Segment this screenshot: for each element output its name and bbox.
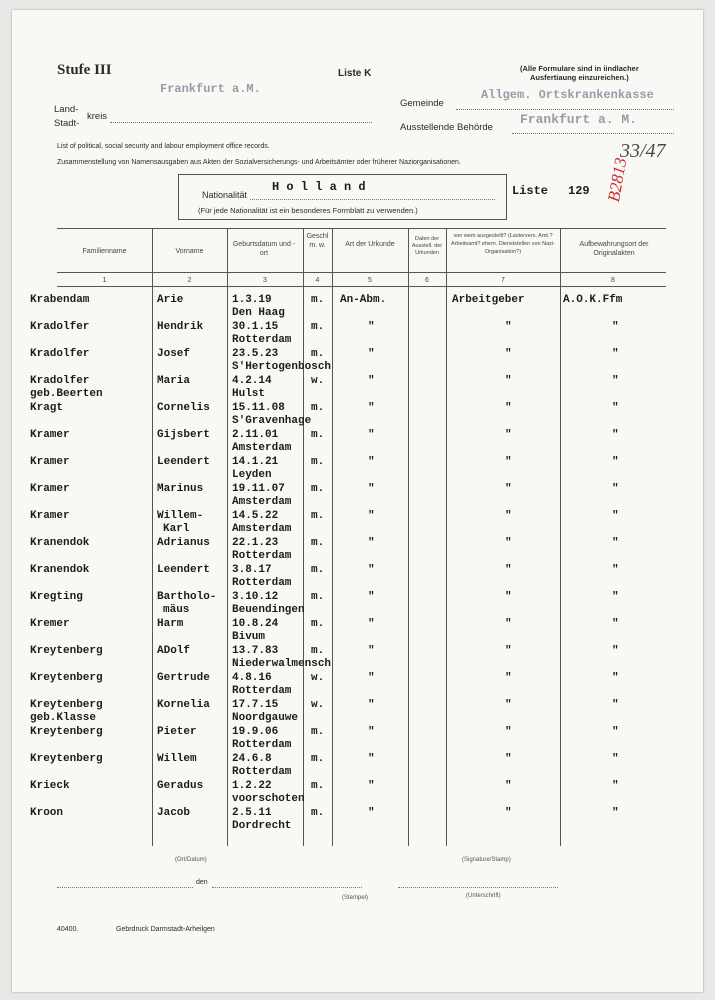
col-num-4: 4 — [315, 277, 320, 284]
archive-location: " — [612, 429, 619, 441]
sex: m. — [311, 807, 325, 819]
archive-location: A.O.K.Ffm — [563, 294, 623, 306]
stadt-label: Stadt- — [54, 118, 80, 129]
archive-location: " — [612, 699, 619, 711]
table-top-border — [57, 228, 666, 229]
german-line: Zusammenstellung von Namensausgaben aus Akten der Sozialversicherungs- und Arbeitsämter oder früherer Naziorganisationen. — [57, 159, 461, 166]
document-type: " — [368, 780, 375, 792]
archive-location: " — [612, 375, 619, 387]
table-row — [0, 591, 715, 618]
note-top: (Alle Formulare sind in iindlacher — [520, 64, 639, 73]
nationality-label: Nationalität — [202, 190, 248, 200]
sex: w. — [311, 672, 325, 684]
col-num-1: 1 — [102, 277, 107, 284]
date-caption: (Ort/Datum) — [175, 857, 207, 863]
birth-date: 1.3.19 — [232, 294, 272, 306]
archive-location: " — [612, 780, 619, 792]
surname: Kragt — [30, 402, 64, 414]
firstname: Willem — [157, 753, 197, 765]
col-header-firstname: Vorname — [175, 248, 204, 255]
firstname: Adrianus — [157, 537, 210, 549]
surname: Kroon — [30, 807, 64, 819]
birth-place: Amsterdam — [232, 496, 292, 508]
liste-label: Liste — [512, 184, 549, 198]
kreis-line — [110, 122, 372, 123]
issuer: " — [505, 429, 512, 441]
land-label: Land- — [54, 104, 79, 115]
issuer: " — [505, 483, 512, 495]
document-type: " — [368, 807, 375, 819]
birth-date: 17.7.15 — [232, 699, 279, 711]
archive-location: " — [612, 456, 619, 468]
firstname: Cornelis — [157, 402, 210, 414]
stufe-label: Stufe III — [57, 62, 112, 78]
birth-date: 3.8.17 — [232, 564, 272, 576]
birth-place: Rotterdam — [232, 739, 292, 751]
birth-date: 19.11.07 — [232, 483, 285, 495]
firstname: Geradus — [157, 780, 204, 792]
table-row — [0, 672, 715, 699]
gemeinde-line — [456, 109, 674, 110]
surname: Kranendok — [30, 564, 90, 576]
birth-place: Noordgauwe — [232, 712, 299, 724]
col-header-archive: Aufbewahrungsort der Originalakten — [579, 241, 649, 257]
surname: Kremer — [30, 618, 70, 630]
archive-location: " — [612, 672, 619, 684]
table-row — [0, 753, 715, 780]
sex: m. — [311, 483, 325, 495]
firstname: Marinus — [157, 483, 204, 495]
land-stamp: Frankfurt a.M. — [160, 82, 261, 96]
archive-location: " — [612, 591, 619, 603]
table-row — [0, 780, 715, 807]
firstname: Arie — [157, 294, 184, 306]
sex: m. — [311, 294, 325, 306]
document-type: " — [368, 699, 375, 711]
sex: w. — [311, 375, 325, 387]
sex: m. — [311, 618, 325, 630]
table-row — [0, 375, 715, 402]
document-type: " — [368, 537, 375, 549]
table-row — [0, 510, 715, 537]
firstname: ADolf — [157, 645, 191, 657]
document-type: " — [368, 618, 375, 630]
issuer: " — [505, 672, 512, 684]
surname: Kreytenberg — [30, 672, 103, 684]
surname: Kradolfer — [30, 348, 90, 360]
document-type: " — [368, 375, 375, 387]
col-num-3: 3 — [263, 277, 267, 284]
behoerde-line — [512, 133, 674, 134]
handwritten-number: 33/47 — [620, 140, 666, 162]
table-row — [0, 402, 715, 429]
document-type: " — [368, 321, 375, 333]
surname: Kramer — [30, 456, 70, 468]
document-type: " — [368, 726, 375, 738]
english-line: List of political, social security and labour employment office records. — [57, 143, 270, 150]
table-row — [0, 537, 715, 564]
red-handwritten-mark: B2813 — [604, 156, 631, 204]
birth-date: 13.7.83 — [232, 645, 279, 657]
archive-location: " — [612, 321, 619, 333]
surname: Kreytenberg — [30, 753, 103, 765]
sex: m. — [311, 348, 325, 360]
stempel-caption: (Stempel) — [342, 895, 369, 901]
document-type: " — [368, 456, 375, 468]
col-num-2: 2 — [187, 277, 192, 284]
document-type: " — [368, 753, 375, 765]
issuer: " — [505, 753, 512, 765]
issuer: " — [505, 564, 512, 576]
birth-place: Rotterdam — [232, 334, 292, 346]
col-num-6: 6 — [425, 277, 429, 284]
birth-date: 2.11.01 — [232, 429, 279, 441]
firstname-extra: Karl — [163, 523, 190, 535]
document-type: " — [368, 672, 375, 684]
issuer: " — [505, 807, 512, 819]
archive-location: " — [612, 564, 619, 576]
surname: Kradolfer — [30, 321, 90, 333]
firstname: Leendert — [157, 456, 210, 468]
surname-extra: geb.Klasse — [30, 712, 97, 724]
table-row — [0, 348, 715, 375]
issuer: " — [505, 618, 512, 630]
behoerde-stamp: Frankfurt a. M. — [520, 112, 638, 127]
archive-location: " — [612, 645, 619, 657]
table-row — [0, 807, 715, 834]
birth-date: 15.11.08 — [232, 402, 285, 414]
birth-date: 24.6.8 — [232, 753, 272, 765]
birth-place: Hulst — [232, 388, 266, 400]
date-line — [212, 887, 362, 888]
surname: Krabendam — [30, 294, 90, 306]
archive-location: " — [612, 753, 619, 765]
issuer: " — [505, 402, 512, 414]
nationality-line — [250, 199, 495, 200]
table-row — [0, 645, 715, 672]
document-type: " — [368, 348, 375, 360]
firstname: Gertrude — [157, 672, 210, 684]
birth-date: 4.8.16 — [232, 672, 272, 684]
col-num-5: 5 — [368, 277, 372, 284]
col-num-8: 8 — [611, 277, 615, 284]
surname: Kramer — [30, 510, 70, 522]
archive-location: " — [612, 537, 619, 549]
birth-place: S'Gravenhage — [232, 415, 312, 427]
place-line — [57, 887, 193, 888]
issuer: " — [505, 537, 512, 549]
birth-date: 10.8.24 — [232, 618, 279, 630]
surname: Kramer — [30, 483, 70, 495]
gemeinde-label: Gemeinde — [400, 98, 444, 109]
firstname: Hendrik — [157, 321, 204, 333]
document-type: " — [368, 510, 375, 522]
col-header-type: Art der Urkunde — [345, 241, 395, 248]
archive-location: " — [612, 807, 619, 819]
liste-number: 129 — [568, 184, 590, 198]
birth-place: Bivum — [232, 631, 266, 643]
issuer: " — [505, 375, 512, 387]
sex: w. — [311, 699, 325, 711]
surname: Kreytenberg — [30, 645, 103, 657]
firstname: Bartholo- — [157, 591, 217, 603]
table-row — [0, 429, 715, 456]
document-type: An-Abm. — [340, 294, 387, 306]
issuer: " — [505, 645, 512, 657]
issuer: " — [505, 510, 512, 522]
firstname: Leendert — [157, 564, 210, 576]
issuer: " — [505, 780, 512, 792]
issuer: " — [505, 348, 512, 360]
issuer: " — [505, 591, 512, 603]
issuer: Arbeitgeber — [452, 294, 525, 306]
birth-date: 3.10.12 — [232, 591, 279, 603]
birth-date: 4.2.14 — [232, 375, 272, 387]
note-top-2: Ausfertiaung einzureichen.) — [530, 73, 629, 82]
birth-date: 1.2.22 — [232, 780, 272, 792]
sex: m. — [311, 402, 325, 414]
table-number-border — [57, 286, 666, 287]
birth-date: 14.5.22 — [232, 510, 279, 522]
issuer: " — [505, 726, 512, 738]
firstname-extra: mäus — [163, 604, 190, 616]
behoerde-label: Ausstellende Behörde — [400, 122, 493, 133]
nationality-note: (Für jede Nationalität ist ein besonderes Formblatt zu verwenden.) — [198, 206, 418, 215]
table-row — [0, 456, 715, 483]
nationality-value: H o l l a n d — [272, 180, 366, 194]
surname: Kregting — [30, 591, 83, 603]
table-row — [0, 321, 715, 348]
sex: m. — [311, 510, 325, 522]
unterschrift-caption: (Unterschrift) — [466, 893, 501, 899]
table-row — [0, 699, 715, 726]
surname: Kranendok — [30, 537, 90, 549]
table-row — [0, 618, 715, 645]
birth-date: 30.1.15 — [232, 321, 279, 333]
sex: m. — [311, 537, 325, 549]
archive-location: " — [612, 402, 619, 414]
surname: Kradolfer — [30, 375, 90, 387]
surname: Kreytenberg — [30, 699, 103, 711]
sex: m. — [311, 645, 325, 657]
document-type: " — [368, 591, 375, 603]
birth-place: voorschoten — [232, 793, 305, 805]
surname: Kreytenberg — [30, 726, 103, 738]
sex: m. — [311, 564, 325, 576]
kreis-label: kreis — [87, 111, 108, 122]
sex: m. — [311, 456, 325, 468]
birth-place: Dordrecht — [232, 820, 292, 832]
archive-location: " — [612, 510, 619, 522]
sex: m. — [311, 591, 325, 603]
issuer: " — [505, 699, 512, 711]
issuer: " — [505, 456, 512, 468]
birth-place: Niederwalmensch — [232, 658, 332, 670]
birth-place: Den Haag — [232, 307, 285, 319]
birth-date: 19.9.06 — [232, 726, 279, 738]
table-row — [0, 483, 715, 510]
gemeinde-stamp: Allgem. Ortskrankenkasse — [481, 88, 654, 102]
birth-place: Beuendingen — [232, 604, 305, 616]
col-header-sex: Geschl m. w. — [306, 233, 329, 249]
document-type: " — [368, 564, 375, 576]
liste-k-label: Liste K — [338, 68, 372, 79]
birth-date: 2.5.11 — [232, 807, 272, 819]
birth-place: S'Hertogenbosch — [232, 361, 332, 373]
birth-place: Rotterdam — [232, 577, 292, 589]
sex: m. — [311, 780, 325, 792]
col-header-surname: Familienname — [82, 248, 127, 255]
printer-note: Gebrdruck Darmstadt-Arheilgen — [116, 926, 215, 933]
document-type: " — [368, 645, 375, 657]
issuer: " — [505, 321, 512, 333]
birth-date: 22.1.23 — [232, 537, 279, 549]
col-header-issuer: von wem ausgestellt? (Lastervers. Amt.? Arbeitsamt? ehem. Dienststellen von Nazi-Organisation?) — [451, 233, 555, 255]
archive-location: " — [612, 483, 619, 495]
firstname: Gijsbert — [157, 429, 210, 441]
document-type: " — [368, 429, 375, 441]
sex: m. — [311, 429, 325, 441]
form-number: 40400. — [57, 926, 79, 933]
table-header-border — [57, 272, 666, 273]
document-type: " — [368, 402, 375, 414]
col-header-dates: Daten der Ausstell. der Urkunden — [411, 236, 443, 256]
archive-location: " — [612, 726, 619, 738]
table-row — [0, 294, 715, 321]
surname: Krieck — [30, 780, 70, 792]
sex: m. — [311, 321, 325, 333]
signature-caption: (Signature/Stamp) — [462, 857, 511, 863]
surname: Kramer — [30, 429, 70, 441]
birth-place: Rotterdam — [232, 685, 292, 697]
birth-place: Leyden — [232, 469, 272, 481]
signature-line — [398, 887, 558, 888]
birth-place: Rotterdam — [232, 766, 292, 778]
surname-extra: geb.Beerten — [30, 388, 103, 400]
col-num-7: 7 — [501, 277, 505, 284]
birth-place: Rotterdam — [232, 550, 292, 562]
firstname: Jacob — [157, 807, 191, 819]
document-type: " — [368, 483, 375, 495]
sex: m. — [311, 753, 325, 765]
firstname: Pieter — [157, 726, 197, 738]
den-label: den — [196, 879, 208, 886]
firstname: Harm — [157, 618, 184, 630]
firstname: Maria — [157, 375, 191, 387]
firstname: Willem- — [157, 510, 204, 522]
birth-place: Amsterdam — [232, 523, 292, 535]
table-row — [0, 564, 715, 591]
col-header-birth: Geburtsdatum und -ort — [232, 241, 296, 257]
archive-location: " — [612, 618, 619, 630]
archive-location: " — [612, 348, 619, 360]
table-row — [0, 726, 715, 753]
firstname: Kornelia — [157, 699, 210, 711]
birth-date: 14.1.21 — [232, 456, 279, 468]
birth-date: 23.5.23 — [232, 348, 279, 360]
sex: m. — [311, 726, 325, 738]
birth-place: Amsterdam — [232, 442, 292, 454]
firstname: Josef — [157, 348, 191, 360]
